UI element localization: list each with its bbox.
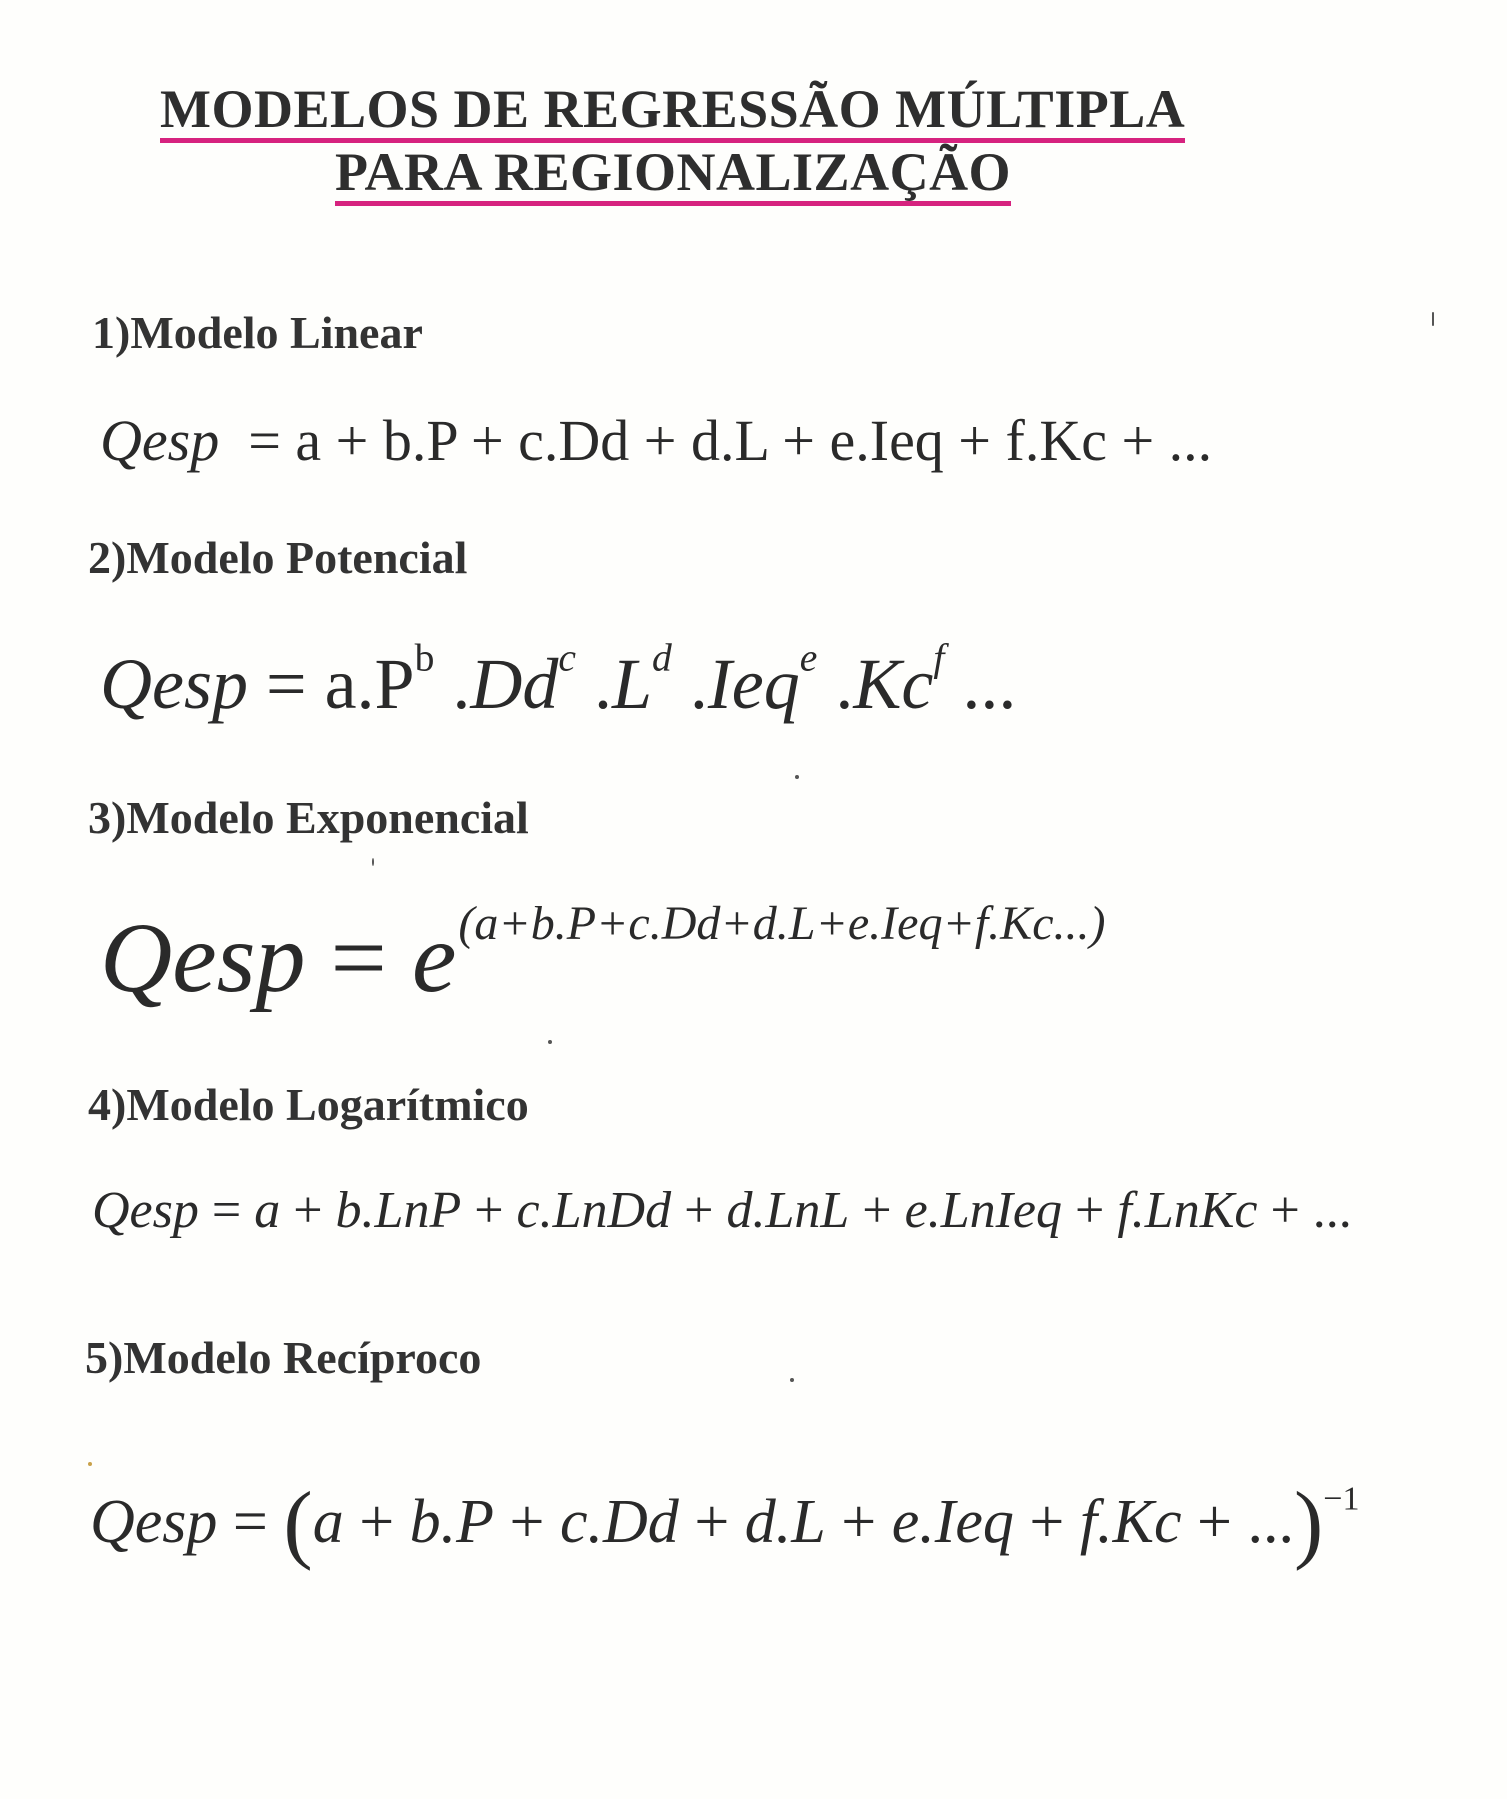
model-3-equation: Qesp = e(a+b.P+c.Dd+d.L+e.Ieq+f.Kc...) — [100, 897, 1106, 1013]
model-2-heading: 2)Modelo Potencial — [88, 532, 468, 583]
title-line-1-text: MODELOS DE REGRESSÃO MÚLTIPLA — [160, 82, 1185, 143]
model-5-heading: 5)Modelo Recíproco — [85, 1332, 482, 1383]
model-5-equation: Qesp = (a + b.P + c.Dd + d.L + e.Ieq + f.Kc + ...)$^{-1}$ — [90, 1475, 1360, 1572]
model-1-heading: 1)Modelo Linear — [92, 307, 423, 358]
scan-speck — [88, 1462, 92, 1466]
scan-speck — [1432, 312, 1434, 326]
model-1-equation: Qesp = a + b.P + c.Dd + d.L + e.Ieq + f.Kc + ... — [100, 408, 1213, 473]
scan-speck — [795, 775, 799, 779]
model-2-equation: Qesp = $a.P^b$ .Dd$^c$ $.L^d$ .Ieq$^e$ .Kc$^f$ ... — [100, 635, 1017, 724]
scan-speck — [790, 1378, 794, 1382]
scan-speck — [548, 1040, 552, 1044]
model-4-heading: 4)Modelo Logarítmico — [88, 1079, 529, 1130]
title-line-2-text: PARA REGIONALIZAÇÃO — [335, 145, 1011, 206]
title-line-2 — [335, 142, 1012, 206]
title-line-1 — [160, 79, 1186, 143]
model-4-equation: Qesp = a + b.LnP + c.LnDd + d.LnL + e.LnIeq + f.LnKc + ... — [92, 1182, 1352, 1239]
model-3-heading: 3)Modelo Exponencial — [88, 792, 529, 843]
scan-speck — [372, 858, 374, 866]
